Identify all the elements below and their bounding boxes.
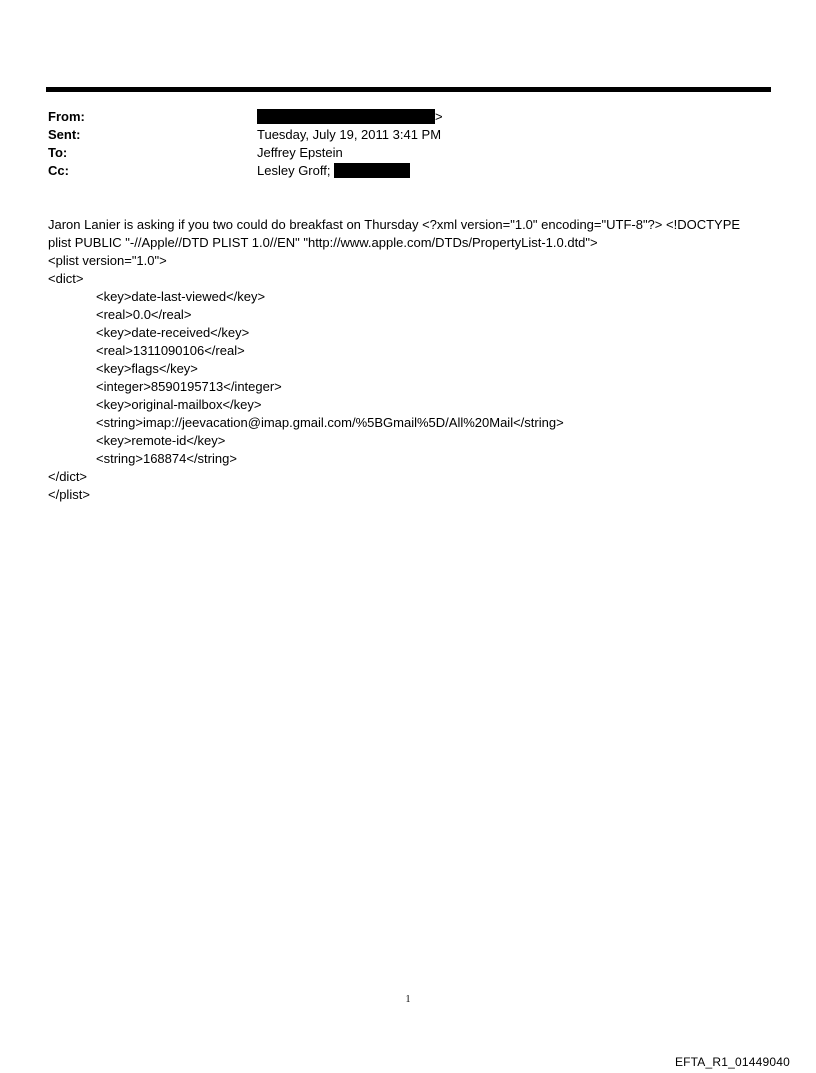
body-line: <key>original-mailbox</key> (96, 397, 262, 412)
sent-value: Tuesday, July 19, 2011 3:41 PM (257, 127, 442, 142)
email-header (48, 108, 768, 180)
header-divider (46, 87, 771, 92)
sent-label: Sent: (48, 127, 81, 142)
body-line: </plist> (48, 487, 90, 502)
body-line: <key>date-received</key> (96, 325, 250, 340)
to-row (48, 144, 768, 162)
email-body (48, 216, 776, 504)
sent-row (48, 126, 768, 144)
redaction-box (257, 109, 435, 124)
body-line: plist PUBLIC "-//Apple//DTD PLIST 1.0//EN" "http://www.apple.com/DTDs/PropertyList-1.0.dtd"> (48, 235, 598, 250)
cc-label: Cc: (48, 163, 69, 178)
to-value: Jeffrey Epstein (257, 145, 343, 160)
cc-value (257, 162, 410, 180)
body-line: <plist version="1.0"> (48, 253, 167, 268)
body-line: <key>date-last-viewed</key> (96, 289, 266, 304)
from-suffix: > (435, 109, 443, 124)
body-line: Jaron Lanier is asking if you two could do breakfast on Thursday <?xml version="1.0" encoding="UTF-8"?> <!DOCTYPE (48, 217, 741, 232)
cc-text: Lesley Groff; (257, 163, 331, 178)
bates-number: EFTA_R1_01449040 (674, 1055, 790, 1069)
body-line: </dict> (48, 469, 88, 484)
body-line: <real>1311090106</real> (96, 343, 245, 358)
redaction-box (334, 163, 410, 178)
body-line: <string>imap://jeevacation@imap.gmail.com/%5BGmail%5D/All%20Mail</string> (96, 415, 564, 430)
body-line: <string>168874</string> (96, 451, 237, 466)
page-number: 1 (405, 994, 411, 1005)
body-line: <key>remote-id</key> (96, 433, 226, 448)
body-line: <dict> (48, 271, 84, 286)
from-label: From: (48, 109, 85, 124)
from-value (257, 108, 443, 126)
to-label: To: (48, 145, 68, 160)
cc-row (48, 162, 768, 180)
from-row (48, 108, 768, 126)
body-line: <real>0.0</real> (96, 307, 192, 322)
body-line: <key>flags</key> (96, 361, 198, 376)
body-line: <integer>8590195713</integer> (96, 379, 282, 394)
